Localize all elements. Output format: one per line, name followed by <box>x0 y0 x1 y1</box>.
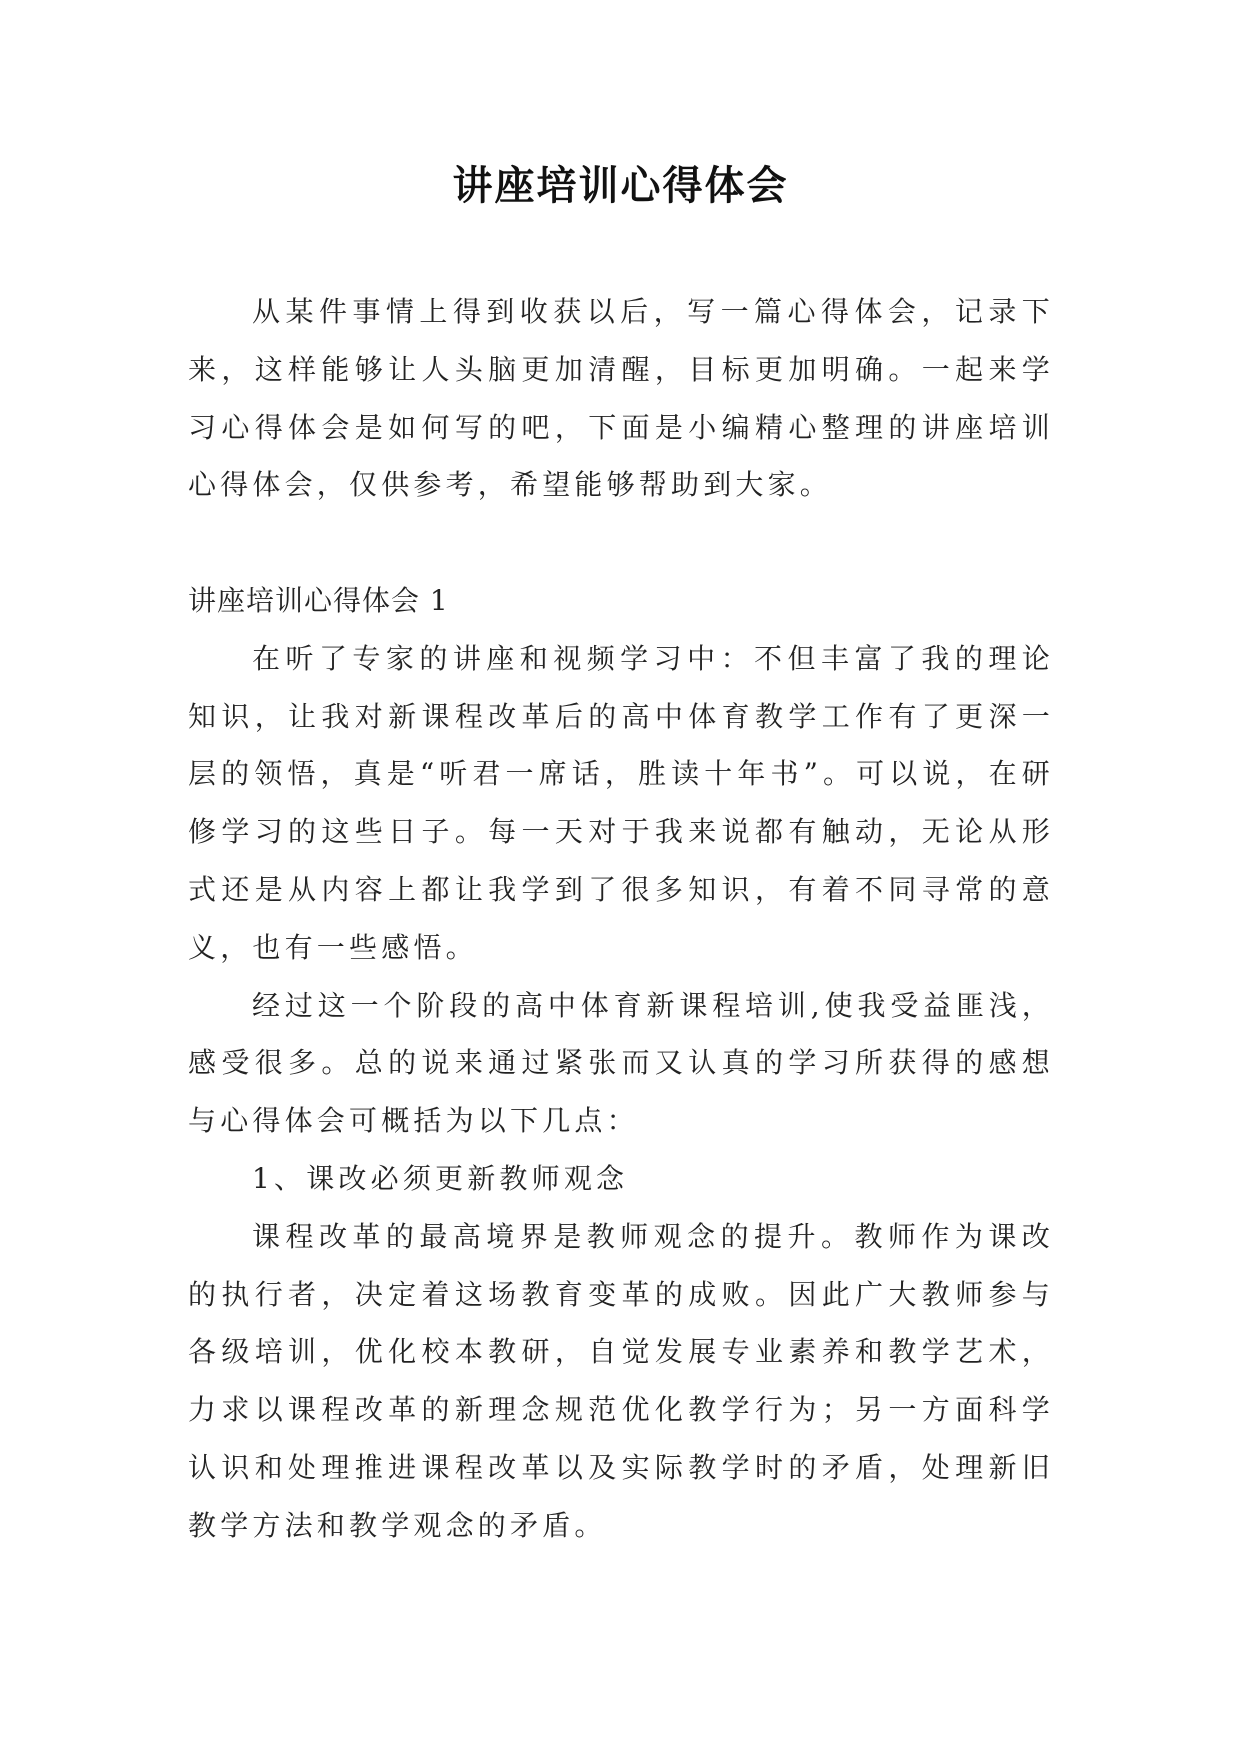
body-paragraph: 经过这一个阶段的高中体育新课程培训,使我受益匪浅，感受很多。总的说来通过紧张而又认真的学习所获得的感想与心得体会可概括为以下几点： <box>188 988 1054 1138</box>
subheading-paragraph: 1、课改必须更新教师观念 <box>252 1161 629 1195</box>
document-body <box>188 283 1054 1555</box>
section-heading: 讲座培训心得体会 1 <box>188 583 449 617</box>
intro-paragraph: 从某件事情上得到收获以后，写一篇心得体会，记录下来，这样能够让人头脑更加清醒，目标更加明确。一起来学习心得体会是如何写的吧，下面是小编精心整理的讲座培训心得体会，仅供参考，希望能够帮助到大家。 <box>188 295 1054 502</box>
body-paragraph: 课程改革的最高境界是教师观念的提升。教师作为课改的执行者，决定着这场教育变革的成败。因此广大教师参与各级培训，优化校本教研，自觉发展专业素养和教学艺术，力求以课程改革的新理念规范优化教学行为；另一方面科学认识和处理推进课程改革以及实际教学时的矛盾，处理新旧教学方法和教学观念的矛盾。 <box>188 1219 1054 1542</box>
paragraph-spacer <box>188 514 1054 572</box>
body-paragraph: 在听了专家的讲座和视频学习中：不但丰富了我的理论知识，让我对新课程改革后的高中体育教学工作有了更深一层的领悟，真是“听君一席话，胜读十年书”。可以说，在研修学习的这些日子。每一天对于我来说都有触动，无论从形式还是从内容上都让我学到了很多知识，有着不同寻常的意义，也有一些感悟。 <box>188 641 1054 964</box>
document-title: 讲座培训心得体会 <box>452 162 789 209</box>
